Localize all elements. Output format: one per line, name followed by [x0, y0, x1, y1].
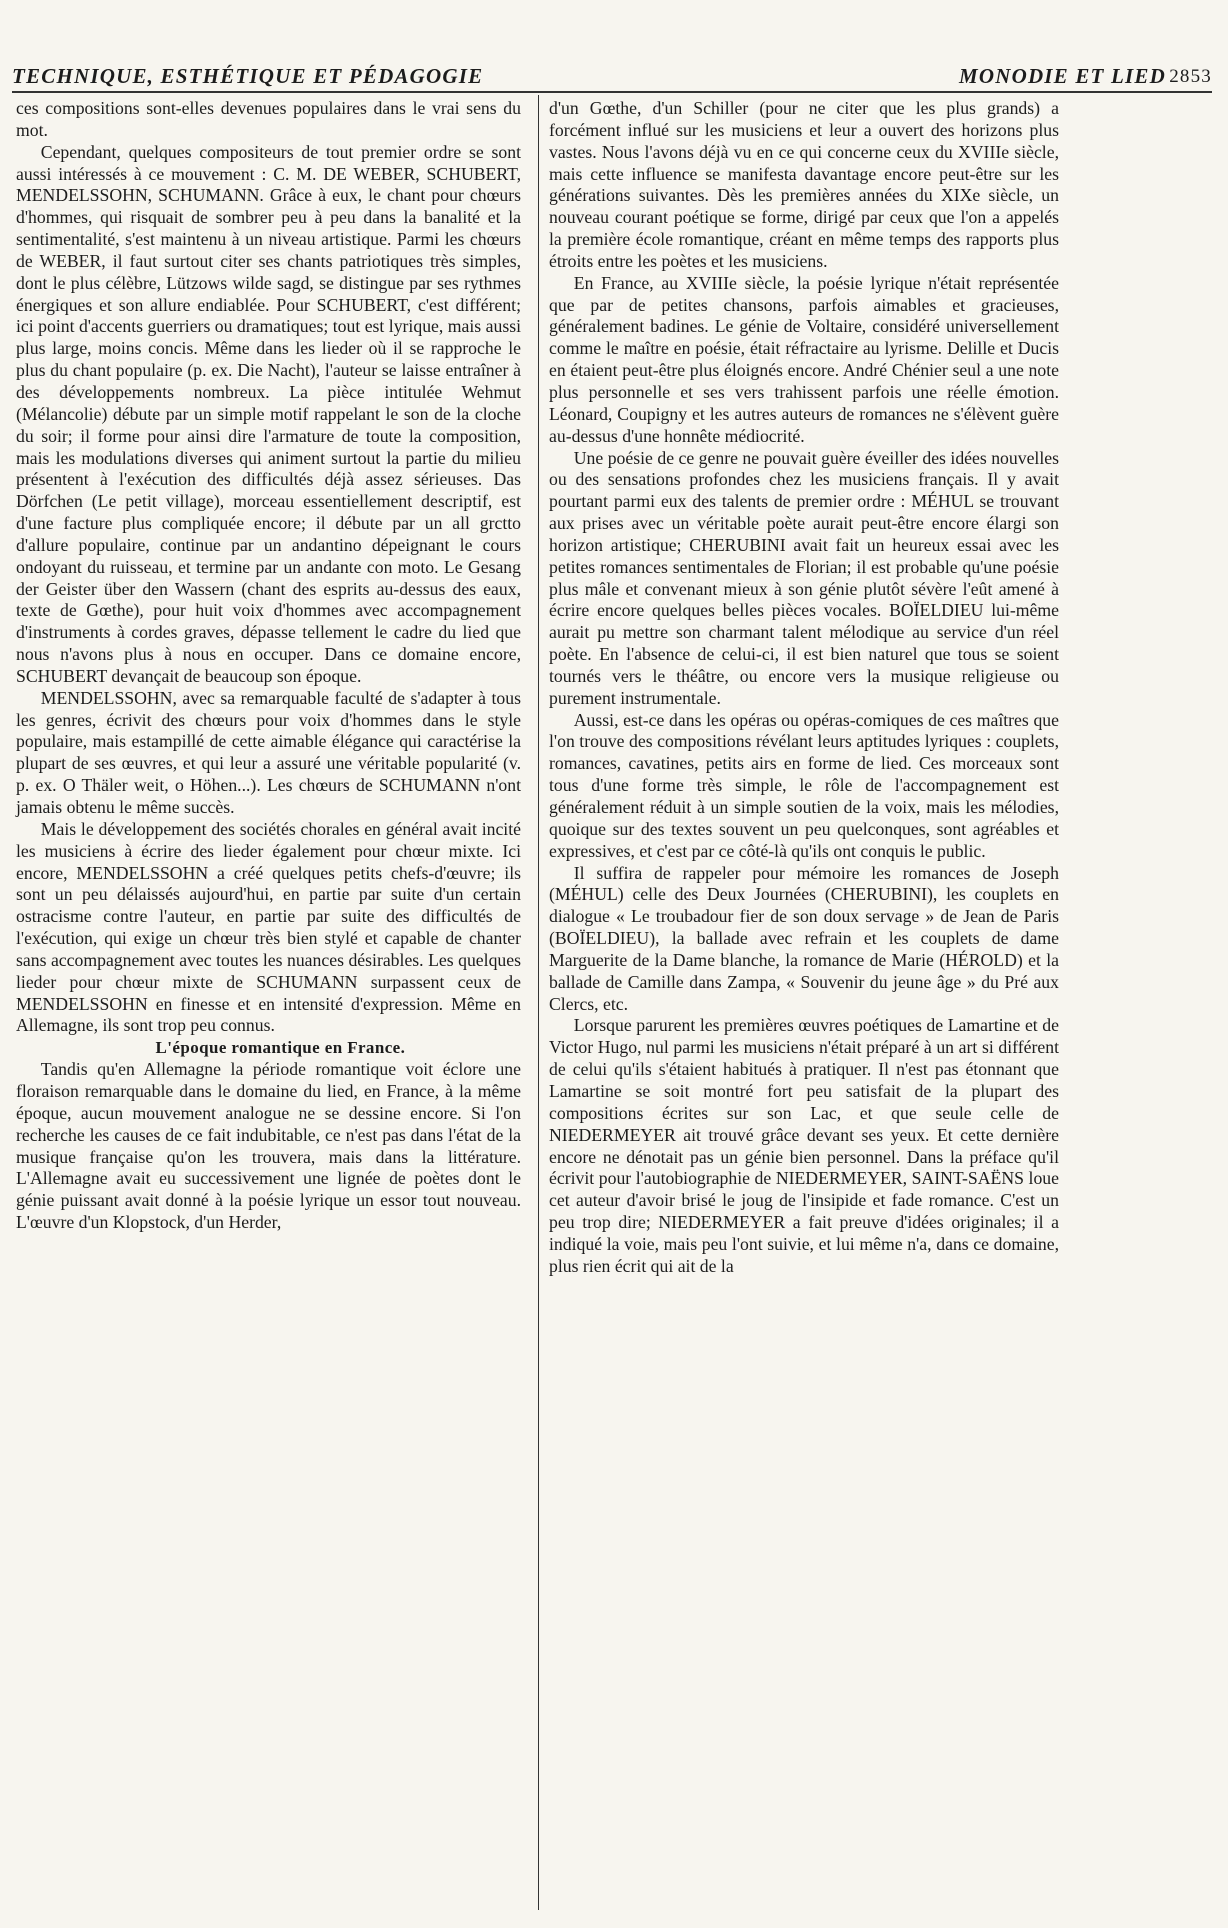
paragraph: Tandis qu'en Allemagne la période romantique voit éclore une floraison remarquable dans le domaine du lied, en France, à la même époque, aucun mouvement analogue ne se dessine encore. Si l'on recherche les causes de ce fait indubitable, ce n'est pas dans l'état de la musique française qu'on les trouvera, mais dans la littérature. L'Allemagne avait eu successivement une lignée de poètes dont le génie puissant avait donné à la poésie lyrique un essor tout nouveau. L'œuvre d'un Klopstock, d'un Herder,	[16, 1059, 521, 1233]
paragraph: Aussi, est-ce dans les opéras ou opéras-comiques de ces maîtres que l'on trouve des compositions révélant leurs aptitudes lyriques : couplets, romances, cavatines, petits airs en forme de lied. Ces morceaux sont tous d'une forme très simple, le rôle de l'accompagnement est généralement réduit à un simple soutien de la voix, mais les mélodies, quoique sur des textes souvent un peu quelconques, sont agréables et expressives, et c'est par ce côté-là qu'ils ont conquis le public.	[549, 709, 1059, 861]
paragraph: Une poésie de ce genre ne pouvait guère éveiller des idées nouvelles ou des sensations profondes chez les musiciens français. Il y avait pourtant parmi eux des talents de premier ordre : MÉHUL se trouvant aux prises avec un véritable poète aurait peut-être encore élargi son horizon artistique; CHERUBINI avait fait un heureux essai avec les petites romances sentimentales de Florian; il est probable qu'une poésie plus mâle et convenant mieux à son génie plutôt sévère l'eût amené à écrire encore quelques belles pièces vocales. BOÏELDIEU lui-même aurait pu mettre son charmant talent mélodique au service d'un réel poète. En l'absence de celui-ci, il est bien naturel que tous se soient tournés vers le théâtre, ou encore vers la musique religieuse ou purement instrumentale.	[549, 447, 1059, 708]
page-number: 2853	[1169, 66, 1212, 87]
left-column	[16, 98, 521, 1234]
column-divider	[538, 95, 539, 1910]
right-column	[549, 98, 1059, 1278]
header-chapter-title: MONODIE ET LIED	[958, 64, 1166, 88]
paragraph: Mais le développement des sociétés chorales en général avait incité les musiciens à écrire des lieder également pour chœur mixte. Ici encore, MENDELSSOHN a créé quelques petits chefs-d'œuvre; ils sont un peu délaissés aujourd'hui, en partie par suite d'un certain ostracisme contre l'auteur, en partie par suite des difficultés de l'exécution, qui exige un chœur très bien stylé et capable de chanter sans accompagnement avec toutes les nuances désirables. Les quelques lieder pour chœur mixte de SCHUMANN surpassent ceux de MENDELSSOHN en finesse et en intensité d'expression. Même en Allemagne, ils sont trop peu connus.	[16, 818, 521, 1036]
paragraph: MENDELSSOHN, avec sa remarquable faculté de s'adapter à tous les genres, écrivit des chœurs pour voix d'hommes dans le style populaire, mais estampillé de cette aimable élégance qui caractérise la plupart de ses œuvres, et qui leur a assuré une véritable popularité (v. p. ex. O Thäler weit, o Höhen...). Les chœurs de SCHUMANN n'ont jamais obtenu le même succès.	[16, 687, 521, 817]
paragraph: d'un Gœthe, d'un Schiller (pour ne citer que les plus grands) a forcément influé sur les musiciens et leur a ouvert des horizons plus vastes. Nous l'avons déjà vu en ce qui concerne ceux du XVIIIe siècle, mais cette influence se manifesta davantage encore peut-être sur les générations suivantes. Dès les premières années du XIXe siècle, un nouveau courant poétique se forme, dirigé par ceux que l'on a appelés la première école romantique, créant en même temps des rapports plus étroits entre les poètes et les musiciens.	[549, 98, 1059, 271]
paragraph: Il suffira de rappeler pour mémoire les romances de Joseph (MÉHUL) celle des Deux Journées (CHERUBINI), les couplets en dialogue « Le troubadour fier de son doux servage » de Jean de Paris (BOÏELDIEU), la ballade avec refrain et les couplets de dame Marguerite de la Dame blanche, la romance de Marie (HÉROLD) et la ballade de Camille dans Zampa, « Souvenir du jeune âge » du Pré aux Clercs, etc.	[549, 862, 1059, 1014]
paragraph: ces compositions sont-elles devenues populaires dans le vrai sens du mot.	[16, 98, 521, 140]
section-heading: L'époque romantique en France.	[155, 1038, 406, 1058]
paragraph: Cependant, quelques compositeurs de tout premier ordre se sont aussi intéressés à ce mouvement : C. M. DE WEBER, SCHUBERT, MENDELSSOHN, SCHUMANN. Grâce à eux, le chant pour chœurs d'hommes, qui risquait de sombrer peu à peu dans la banalité et la sentimentalité, s'est maintenu à un niveau artistique. Parmi les chœurs de WEBER, il faut surtout citer ses chants patriotiques très simples, dont le plus célèbre, Lützows wilde sagd, se distingue par ses rythmes énergiques et son allure endiablée. Pour SCHUBERT, c'est différent; ici point d'accents guerriers ou dramatiques; tout est lyrique, mais aussi plus large, moins concis. Même dans les lieder où il se rapproche le plus du chant populaire (p. ex. Die Nacht), l'auteur se laisse entraîner à des développements nombreux. La pièce intitulée Wehmut (Mélancolie) débute par un simple motif rappelant le son de la cloche du soir; il forme pour ainsi dire l'armature de toute la composition, mais les modulations diverses qui animent surtout la partie du milieu présentent à l'exécution des difficultés déjà assez sérieuses. Das Dörfchen (Le petit village), morceau essentiellement descriptif, est d'une facture plus compliquée encore; il débute par un all grctto d'allure populaire, continue par un andantino dépeignant le cours ondoyant du ruisseau, et termine par un andante con moto. Le Gesang der Geister über den Wassern (chant des esprits au-dessus des eaux, texte de Gœthe), pour huit voix d'hommes avec accompagnement d'instruments à cordes graves, dépasse tellement le cadre du lied que nous n'avons plus à nous en occuper. Dans ce domaine encore, SCHUBERT devançait de beaucoup son époque.	[16, 141, 521, 686]
running-header	[12, 4, 1212, 90]
paragraph: En France, au XVIIIe siècle, la poésie lyrique n'était représentée que par de petites chansons, parfois aimables et gracieuses, généralement badines. Le génie de Voltaire, considéré universellement comme le maître en poésie, était réfractaire au lyrisme. Delille et Ducis en étaient peut-être plus éloignés encore. André Chénier seul a une note plus personnelle et ses vers trahissent parfois une réelle émotion. Léonard, Coupigny et les autres auteurs de romances ne s'élèvent guère au-dessus d'une honnête médiocrité.	[549, 272, 1059, 446]
header-section-title: TECHNIQUE, ESTHÉTIQUE ET PÉDAGOGIE	[12, 64, 484, 88]
header-rule	[12, 91, 1212, 93]
paragraph: Lorsque parurent les premières œuvres poétiques de Lamartine et de Victor Hugo, nul parmi les musiciens n'était préparé à un art si différent de celui qu'ils s'étaient habitués à pratiquer. Il n'est pas étonnant que Lamartine se soit montré fort peu satisfait de la plupart des compositions écrites sur son Lac, et que seule celle de NIEDERMEYER ait trouvé grâce devant ses yeux. Et cette dernière encore ne dénotait pas un génie bien personnel. Dans la préface qu'il écrivit pour l'autobiographie de NIEDERMEYER, SAINT-SAËNS loue cet auteur d'avoir brisé le joug de l'insipide et fade romance. C'est un peu trop dire; NIEDERMEYER a fait preuve d'idées originales; il a indiqué la voie, mais peu l'ont suivie, et lui même n'a, dans ce domaine, plus rien écrit qui ait de la	[549, 1015, 1059, 1276]
